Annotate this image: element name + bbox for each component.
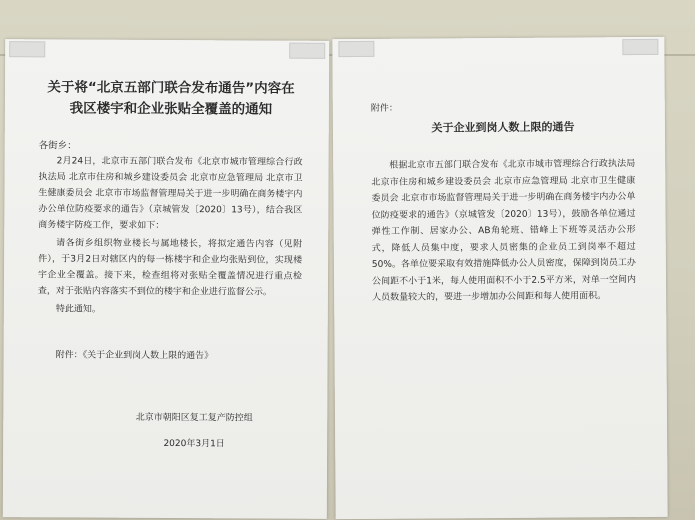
- attachment-label: 附件：: [370, 103, 398, 114]
- tape-strip: [338, 41, 374, 57]
- notice-title-line2: 我区楼宇和企业张贴全覆盖的通知: [69, 100, 273, 118]
- notice-paper-right: [332, 37, 667, 519]
- attachment-title: 关于企业到岗人数上限的通告: [431, 120, 575, 135]
- notice-title-line1: 关于将“北京五部门联合发布通告”内容在: [47, 79, 295, 97]
- salutation: 各街乡：: [38, 140, 77, 152]
- notice-paragraph-1: 2月24日，北京市五部门联合发布《北京市城市管理综合行政执法局 北京市住房和城乡建设委员会 北京市应急管理局 北京市卫生健康委员会 北京市市场监督管理局关于进一步明确在商务楼宇内办公单位防疫要求的通告》（京城管发〔2020〕13号），结合我区商务楼宇防疫工作，要求如下：: [38, 156, 303, 231]
- tape-strip: [9, 41, 45, 57]
- notice-paper-left: [3, 39, 329, 519]
- signature-block: [37, 404, 301, 457]
- tape-strip: [622, 39, 658, 55]
- tape-strip: [289, 43, 325, 59]
- issuer: 北京市朝阳区复工复产防控组: [135, 412, 253, 424]
- attachment-paragraph: 根据北京市五部门联合发布《北京市城市管理综合行政执法局 北京市住房和城乡建设委员会 北京市应急管理局 北京市卫生健康委员会 北京市市场监督管理局关于进一步明确在商务楼宇内办公单位防疫要求的通告》（京城管发〔2020〕13号），鼓励各单位通过弹性工作制、居家办公、AB角轮班、错峰上下班等灵活办公形式，降低人员集中度，要求人员密集的企业员工到岗率不超过50%。各单位要采取有效措施降低办公人员密度，保障到岗员工办公间距不小于1米，每人使用面积不小于2.5平方米，对单一空间内人员数量较大的，要进一步增加办公间距和每人使用面积。: [371, 159, 637, 303]
- issue-date: 2020年3月1日: [163, 438, 225, 450]
- notice-closing: 特此通知。: [55, 304, 101, 315]
- notice-paragraph-2: 请各街乡组织物业楼长与属地楼长，将拟定通告内容（见附件），于3月2日对辖区内的每一栋楼宇和企业均张贴到位，实现楼宇企业全覆盖。接下来，检查组将对张贴全覆盖情况进行重点检查，对于张贴内容落实不到位的楼宇和企业进行监督公示。: [37, 238, 303, 298]
- attachment-line: 附件：《关于企业到岗人数上限的通告》: [55, 350, 214, 362]
